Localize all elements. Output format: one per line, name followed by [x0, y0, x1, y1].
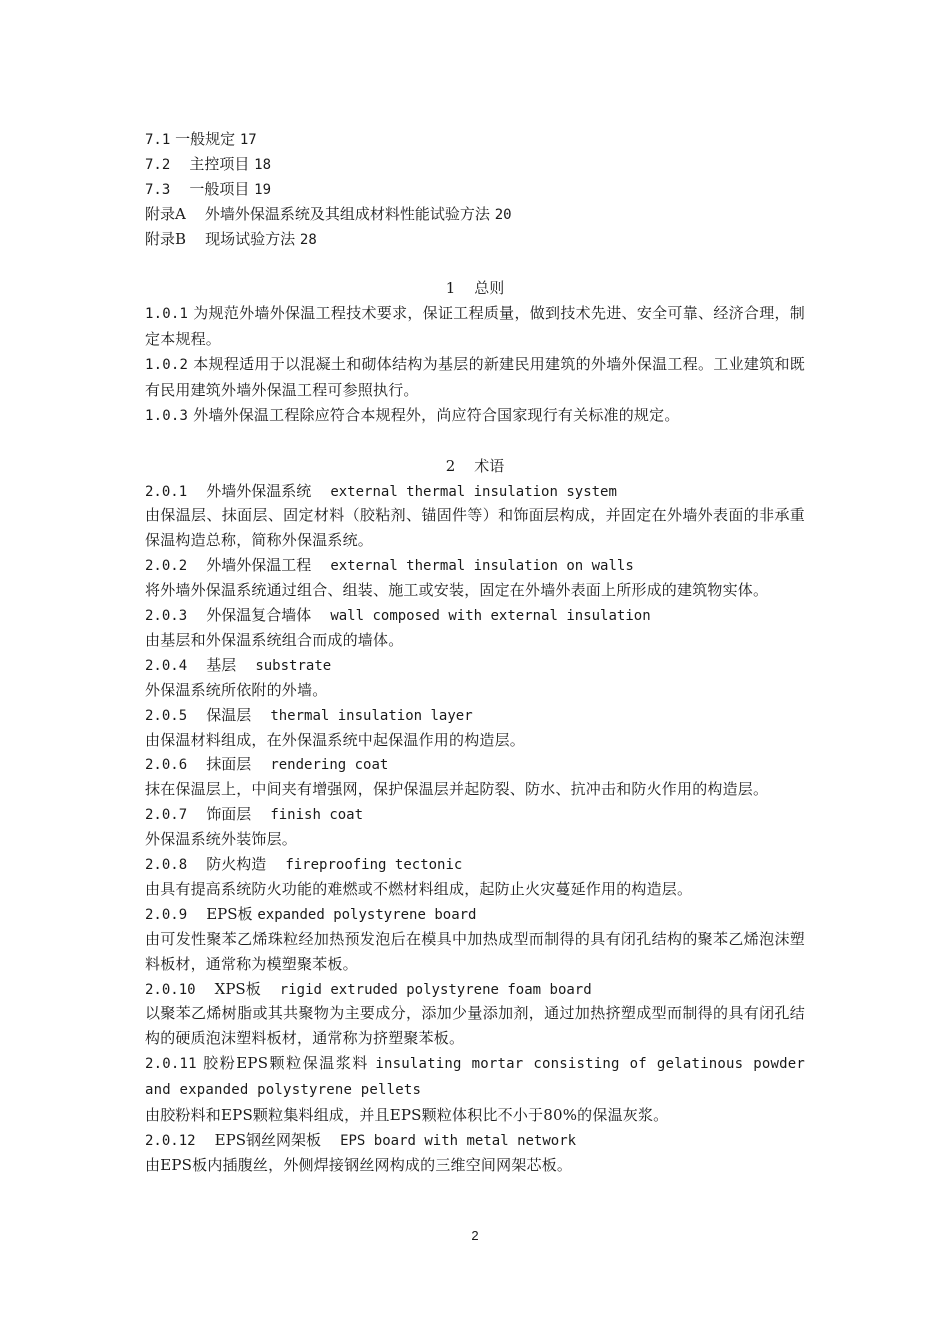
term-entry	[145, 603, 805, 653]
spacer	[145, 429, 805, 454]
toc-list	[145, 127, 805, 251]
clause: 1.0.2 本规程适用于以混凝土和砌体结构为基层的新建民用建筑的外墙外保温工程。工业建筑和既有民用建筑外墙外保温工程可参照执行。	[145, 355, 806, 399]
toc-item: 附录B 现场试验方法 28	[145, 229, 317, 248]
term-definition: 以聚苯乙烯树脂或其共聚物为主要成分，添加少量添加剂，通过加热挤塑成型而制得的具有闭孔结构的硬质泡沫塑料板材，通常称为挤塑聚苯板。	[145, 1004, 805, 1048]
term-heading: 2.0.8 防火构造 fireproofing tectonic	[145, 855, 463, 874]
term-heading: 2.0.9 EPS板 expanded polystyrene board	[145, 904, 477, 923]
document-page	[145, 127, 805, 1178]
term-heading: 2.0.2 外墙外保温工程 external thermal insulation on walls	[145, 556, 634, 575]
term-heading: 2.0.5 保温层 thermal insulation layer	[145, 705, 473, 724]
toc-item: 7.3 一般项目 19	[145, 179, 272, 198]
term-entry	[145, 852, 805, 902]
term-entry	[145, 703, 805, 753]
toc-item: 附录A 外墙外保温系统及其组成材料性能试验方法 20	[145, 204, 512, 223]
term-heading: 2.0.6 抹面层 rendering coat	[145, 755, 389, 774]
term-heading: 2.0.3 外保温复合墙体 wall composed with external insulation	[145, 606, 651, 625]
clause: 1.0.1 为规范外墙外保温工程技术要求，保证工程质量，做到技术先进、安全可靠、经济合理，制定本规程。	[145, 304, 806, 349]
term-heading: 2.0.11 胶粉EPS颗粒保温浆料 insulating mortar consisting of gelatinous powder and expanded polystyrene pellets	[145, 1054, 805, 1099]
toc-item: 7.1 一般规定 17	[145, 130, 257, 148]
spacer	[145, 251, 805, 276]
term-entry	[145, 902, 805, 977]
term-entry	[145, 1051, 805, 1128]
term-definition: 抹在保温层上，中间夹有增强网，保护保温层并起防裂、防水、抗冲击和防火作用的构造层。	[145, 780, 769, 799]
term-definition: 由胶粉料和EPS颗粒集料组成，并且EPS颗粒体积比不小于80%的保温灰浆。	[145, 1106, 669, 1125]
term-definition: 外保温系统所依附的外墙。	[145, 680, 328, 699]
term-definition: 由基层和外保温系统组合而成的墙体。	[145, 630, 404, 649]
term-definition: 将外墙外保温系统通过组合、组装、施工或安装，固定在外墙外表面上所形成的建筑物实体。	[145, 581, 769, 600]
term-heading: 2.0.1 外墙外保温系统 external thermal insulation system	[145, 481, 617, 500]
term-entry	[145, 653, 805, 703]
term-definition: 由保温材料组成，在外保温系统中起保温作用的构造层。	[145, 730, 526, 749]
term-entry	[145, 752, 805, 802]
page-number: 2	[471, 1228, 479, 1243]
term-entry	[145, 977, 805, 1052]
term-entry	[145, 553, 805, 603]
chapter-2-title: 2 术语	[445, 456, 505, 475]
term-heading: 2.0.7 饰面层 finish coat	[145, 805, 364, 824]
term-definition: 由EPS板内插腹丝，外侧焊接钢丝网构成的三维空间网架芯板。	[145, 1155, 573, 1174]
toc-item: 7.2 主控项目 18	[145, 154, 272, 173]
clause: 1.0.3 外墙外保温工程除应符合本规程外，尚应符合国家现行有关标准的规定。	[145, 405, 680, 424]
term-definition: 由可发性聚苯乙烯珠粒经加热预发泡后在模具中加热成型而制得的具有闭孔结构的聚苯乙烯泡沫塑料板材，通常称为模塑聚苯板。	[145, 929, 805, 973]
term-entry	[145, 479, 805, 554]
term-entry	[145, 802, 805, 852]
term-definition: 由保温层、抹面层、固定材料（胶粘剂、锚固件等）和饰面层构成，并固定在外墙外表面的非承重保温构造总称，简称外保温系统。	[145, 506, 805, 550]
term-heading: 2.0.4 基层 substrate	[145, 655, 332, 674]
chapter-1-title: 1 总则	[445, 279, 505, 298]
term-definition: 由具有提高系统防火功能的难燃或不燃材料组成，起防止火灾蔓延作用的构造层。	[145, 879, 693, 898]
term-entry	[145, 1128, 805, 1178]
term-definition: 外保温系统外装饰层。	[145, 830, 298, 849]
term-heading: 2.0.12 EPS钢丝网架板 EPS board with metal network	[145, 1130, 577, 1149]
term-heading: 2.0.10 XPS板 rigid extruded polystyrene foam board	[145, 979, 592, 998]
